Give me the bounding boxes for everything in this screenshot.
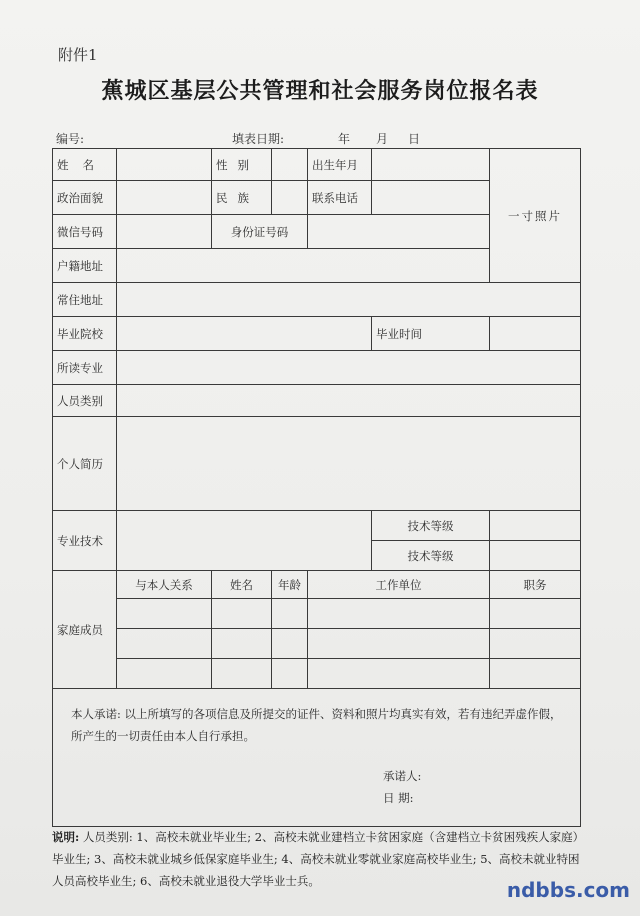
field-household-address[interactable] bbox=[117, 249, 490, 283]
family-cell[interactable] bbox=[212, 629, 272, 659]
note-text: 人员类别: 1、高校未就业毕业生; 2、高校未就业建档立卡贫困家庭（含建档立卡贫困残疾人家庭）毕业生; 3、高校未就业城乡低保家庭毕业生; 4、高校未就业零就业家庭高校毕业生; 5、高校未就业特困人员高校毕业生; 6、高校未就业退役大学毕业士兵。 bbox=[52, 830, 580, 888]
field-skill-level-1[interactable] bbox=[490, 511, 581, 541]
field-professional-skills[interactable] bbox=[117, 511, 372, 571]
field-gender[interactable] bbox=[272, 149, 308, 181]
fill-date-label: 填表日期: bbox=[232, 132, 285, 146]
family-cell[interactable] bbox=[308, 599, 490, 629]
label-name: 姓名 bbox=[53, 149, 117, 181]
explanation-note bbox=[52, 826, 582, 892]
field-resume[interactable] bbox=[117, 417, 581, 511]
family-cell[interactable] bbox=[308, 659, 490, 689]
field-name[interactable] bbox=[117, 149, 212, 181]
pledger-label: 承诺人: bbox=[383, 769, 422, 783]
month-label: 月 bbox=[376, 132, 389, 146]
field-wechat[interactable] bbox=[117, 215, 212, 249]
field-birth-date[interactable] bbox=[372, 149, 490, 181]
field-school[interactable] bbox=[117, 317, 372, 351]
serial-number-label: 编号: bbox=[56, 132, 85, 146]
family-cell[interactable] bbox=[490, 629, 581, 659]
label-skill-level-2: 技术等级 bbox=[372, 541, 490, 571]
header-relation: 与本人关系 bbox=[117, 571, 212, 599]
pledge-section bbox=[53, 689, 581, 827]
label-phone: 联系电话 bbox=[308, 181, 372, 215]
attachment-label: 附件1 bbox=[58, 46, 98, 64]
field-major[interactable] bbox=[117, 351, 581, 385]
label-political-status: 政治面貌 bbox=[53, 181, 117, 215]
note-label: 说明: bbox=[52, 830, 80, 844]
year-label: 年 bbox=[338, 132, 351, 146]
field-residence-address[interactable] bbox=[117, 283, 581, 317]
label-wechat: 微信号码 bbox=[53, 215, 117, 249]
family-cell[interactable] bbox=[212, 599, 272, 629]
page-title: 蕉城区基层公共管理和社会服务岗位报名表 bbox=[101, 78, 539, 104]
pledge-date-label: 日 期: bbox=[383, 791, 414, 805]
field-phone[interactable] bbox=[372, 181, 490, 215]
label-school: 毕业院校 bbox=[53, 317, 117, 351]
family-cell[interactable] bbox=[272, 659, 308, 689]
header-work-unit: 工作单位 bbox=[308, 571, 490, 599]
label-ethnicity: 民族 bbox=[212, 181, 272, 215]
family-cell[interactable] bbox=[117, 659, 212, 689]
label-household-address: 户籍地址 bbox=[53, 249, 117, 283]
field-political-status[interactable] bbox=[117, 181, 212, 215]
field-id-number[interactable] bbox=[308, 215, 490, 249]
family-cell[interactable] bbox=[308, 629, 490, 659]
family-cell[interactable] bbox=[272, 629, 308, 659]
field-skill-level-2[interactable] bbox=[490, 541, 581, 571]
label-major: 所读专业 bbox=[53, 351, 117, 385]
header-age: 年龄 bbox=[272, 571, 308, 599]
family-cell[interactable] bbox=[117, 629, 212, 659]
label-skill-level-1: 技术等级 bbox=[372, 511, 490, 541]
family-cell[interactable] bbox=[212, 659, 272, 689]
label-professional-skills: 专业技术 bbox=[53, 511, 117, 571]
family-cell[interactable] bbox=[490, 599, 581, 629]
label-id-number: 身份证号码 bbox=[212, 215, 308, 249]
pledge-text: 本人承诺: 以上所填写的各项信息及所提交的证件、资料和照片均真实有效，若有违纪弄虚作假，所产生的一切责任由本人自行承担。 bbox=[71, 707, 562, 743]
registration-form bbox=[52, 148, 581, 827]
field-personnel-category[interactable] bbox=[117, 385, 581, 417]
family-cell[interactable] bbox=[117, 599, 212, 629]
watermark-logo: ndbbs.com bbox=[506, 878, 630, 902]
label-graduation-time: 毕业时间 bbox=[372, 317, 490, 351]
header-member-name: 姓名 bbox=[212, 571, 272, 599]
field-graduation-time[interactable] bbox=[490, 317, 581, 351]
header-position: 职务 bbox=[490, 571, 581, 599]
label-residence-address: 常住地址 bbox=[53, 283, 117, 317]
day-label: 日 bbox=[408, 132, 421, 146]
label-family-members: 家庭成员 bbox=[53, 571, 117, 689]
label-birth-date: 出生年月 bbox=[308, 149, 372, 181]
field-ethnicity[interactable] bbox=[272, 181, 308, 215]
label-resume: 个人简历 bbox=[53, 417, 117, 511]
label-personnel-category: 人员类别 bbox=[53, 385, 117, 417]
family-cell[interactable] bbox=[490, 659, 581, 689]
photo-box[interactable]: 一寸照片 bbox=[490, 149, 581, 283]
family-cell[interactable] bbox=[272, 599, 308, 629]
label-gender: 性别 bbox=[212, 149, 272, 181]
